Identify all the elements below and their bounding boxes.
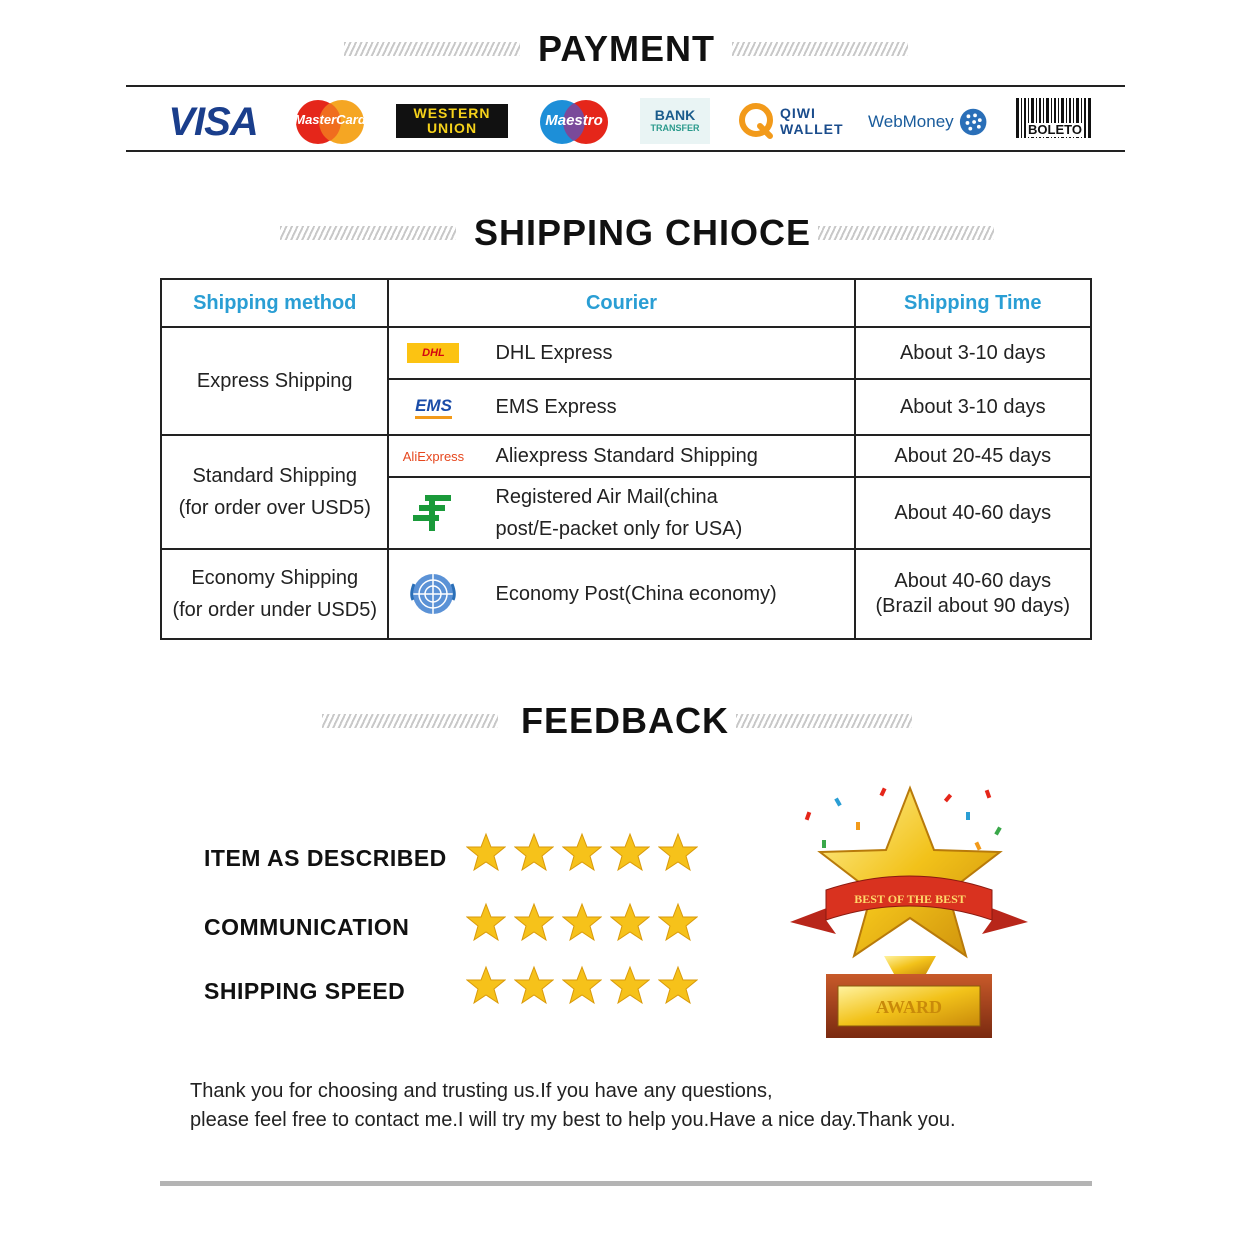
western-union-line1: WESTERN	[413, 105, 491, 121]
time-line: About 3-10 days	[899, 395, 1046, 418]
title-decoration-right	[818, 226, 994, 240]
star-icon	[562, 832, 602, 872]
courier-cell	[388, 435, 854, 477]
webmoney-logo-text: WebMoney	[868, 112, 954, 131]
ems-logo-text: EMS	[415, 396, 452, 419]
courier-cell	[388, 327, 854, 379]
title-decoration-left	[322, 714, 498, 728]
star-icon	[514, 902, 554, 942]
courier-name-line: post/E-packet only for USA)	[495, 518, 743, 540]
qiwi-line2: WALLET	[780, 121, 844, 137]
time-line: About 40-60 days	[894, 501, 1052, 524]
western-union-line2: UNION	[426, 120, 478, 136]
china-post-icon	[411, 493, 455, 533]
time-cell	[855, 549, 1091, 639]
maestro-logo-text: Maestro	[545, 112, 603, 129]
qiwi-line1: QIWI	[780, 105, 816, 121]
star-icon	[466, 902, 506, 942]
bank-transfer-line2: TRANSFER	[650, 123, 700, 133]
courier-cell	[388, 477, 854, 549]
aliexpress-logo	[389, 449, 477, 464]
courier-name-line: Registered Air Mail(china	[495, 486, 718, 508]
footer-divider	[160, 1181, 1092, 1186]
courier-name: DHL Express	[495, 342, 613, 364]
rating-label-communication: COMMUNICATION	[204, 914, 410, 940]
webmoney-logo	[868, 104, 988, 140]
table-row	[161, 327, 1091, 379]
shipping-title: SHIPPING CHIOCE	[474, 212, 812, 253]
time-line: About 3-10 days	[899, 341, 1046, 364]
award-plaque-text: AWARD	[875, 997, 943, 1017]
visa-logo	[158, 100, 268, 144]
rating-stars	[466, 832, 698, 872]
shipping-table	[160, 278, 1092, 640]
qiwi-q-icon	[738, 102, 776, 140]
dhl-logo-text: DHL	[422, 347, 445, 359]
star-icon	[514, 965, 554, 1005]
mastercard-logo	[292, 98, 368, 146]
un-globe-logo	[389, 570, 477, 618]
star-icon	[610, 965, 650, 1005]
star-icon	[562, 902, 602, 942]
time-line: About 20-45 days	[894, 444, 1052, 467]
title-decoration-left	[280, 226, 456, 240]
webmoney-globe-icon	[958, 106, 988, 138]
time-line: About 40-60 days	[894, 570, 1052, 592]
method-line: Economy Shipping	[191, 567, 359, 589]
payment-title: PAYMENT	[538, 28, 716, 69]
thanks-message-line2: please feel free to contact me.I will try my best to help you.Have a nice day.Thank you.	[190, 1109, 956, 1131]
courier-name: Economy Post(China economy)	[495, 583, 777, 605]
table-header-row	[161, 279, 1091, 327]
ems-logo	[389, 396, 477, 419]
courier-name: Aliexpress Standard Shipping	[495, 445, 758, 467]
time-line: (Brazil about 90 days)	[875, 595, 1071, 617]
dhl-logo	[389, 343, 477, 363]
rating-stars	[466, 902, 698, 942]
thanks-message-line1: Thank you for choosing and trusting us.If you have any questions,	[190, 1080, 773, 1102]
courier-cell	[388, 379, 854, 435]
method-line: (for order under USD5)	[172, 599, 377, 621]
bank-transfer-logo	[640, 98, 710, 144]
star-icon	[610, 902, 650, 942]
payment-top-rule	[126, 85, 1125, 87]
rating-label-item-as-described: ITEM AS DESCRIBED	[204, 845, 447, 871]
time-cell	[855, 477, 1091, 549]
star-icon	[562, 965, 602, 1005]
rating-label-shipping-speed: SHIPPING SPEED	[204, 978, 406, 1004]
bank-transfer-line1: BANK	[654, 107, 696, 123]
award-trophy-icon	[786, 782, 1032, 1044]
method-express	[161, 327, 388, 435]
method-economy	[161, 549, 388, 639]
header-shipping-method: Shipping method	[161, 279, 388, 327]
visa-logo-text: VISA	[168, 99, 258, 144]
time-cell	[855, 379, 1091, 435]
rating-stars	[466, 965, 698, 1005]
boleto-logo	[1016, 98, 1092, 138]
star-icon	[658, 965, 698, 1005]
payment-bottom-rule	[126, 150, 1125, 152]
header-courier: Courier	[388, 279, 854, 327]
title-decoration-right	[732, 42, 908, 56]
maestro-logo	[536, 98, 612, 146]
time-cell	[855, 435, 1091, 477]
aliexpress-logo-text: AliExpress	[402, 448, 465, 464]
method-standard	[161, 435, 388, 549]
qiwi-wallet-logo	[738, 100, 844, 142]
method-line: (for order over USD5)	[178, 497, 371, 519]
star-icon	[610, 832, 650, 872]
title-decoration-right	[736, 714, 912, 728]
courier-name: EMS Express	[495, 396, 617, 418]
method-line: Standard Shipping	[192, 465, 358, 487]
star-icon	[466, 832, 506, 872]
courier-cell	[388, 549, 854, 639]
star-icon	[658, 902, 698, 942]
award-ribbon-text: BEST OF THE BEST	[854, 892, 966, 906]
time-cell	[855, 327, 1091, 379]
star-icon	[514, 832, 554, 872]
award-trophy-svg	[786, 782, 1032, 1044]
boleto-logo-text: BOLETO	[1028, 122, 1082, 137]
method-line: Express Shipping	[196, 370, 353, 392]
china-post-logo	[389, 493, 477, 533]
western-union-logo	[396, 104, 508, 138]
un-globe-icon	[408, 570, 458, 618]
star-icon	[658, 832, 698, 872]
mastercard-logo-text: MasterCard	[294, 112, 366, 127]
table-row	[161, 435, 1091, 477]
header-shipping-time: Shipping Time	[855, 279, 1091, 327]
table-row	[161, 549, 1091, 639]
feedback-title: FEEDBACK	[521, 700, 730, 741]
star-icon	[466, 965, 506, 1005]
title-decoration-left	[344, 42, 520, 56]
